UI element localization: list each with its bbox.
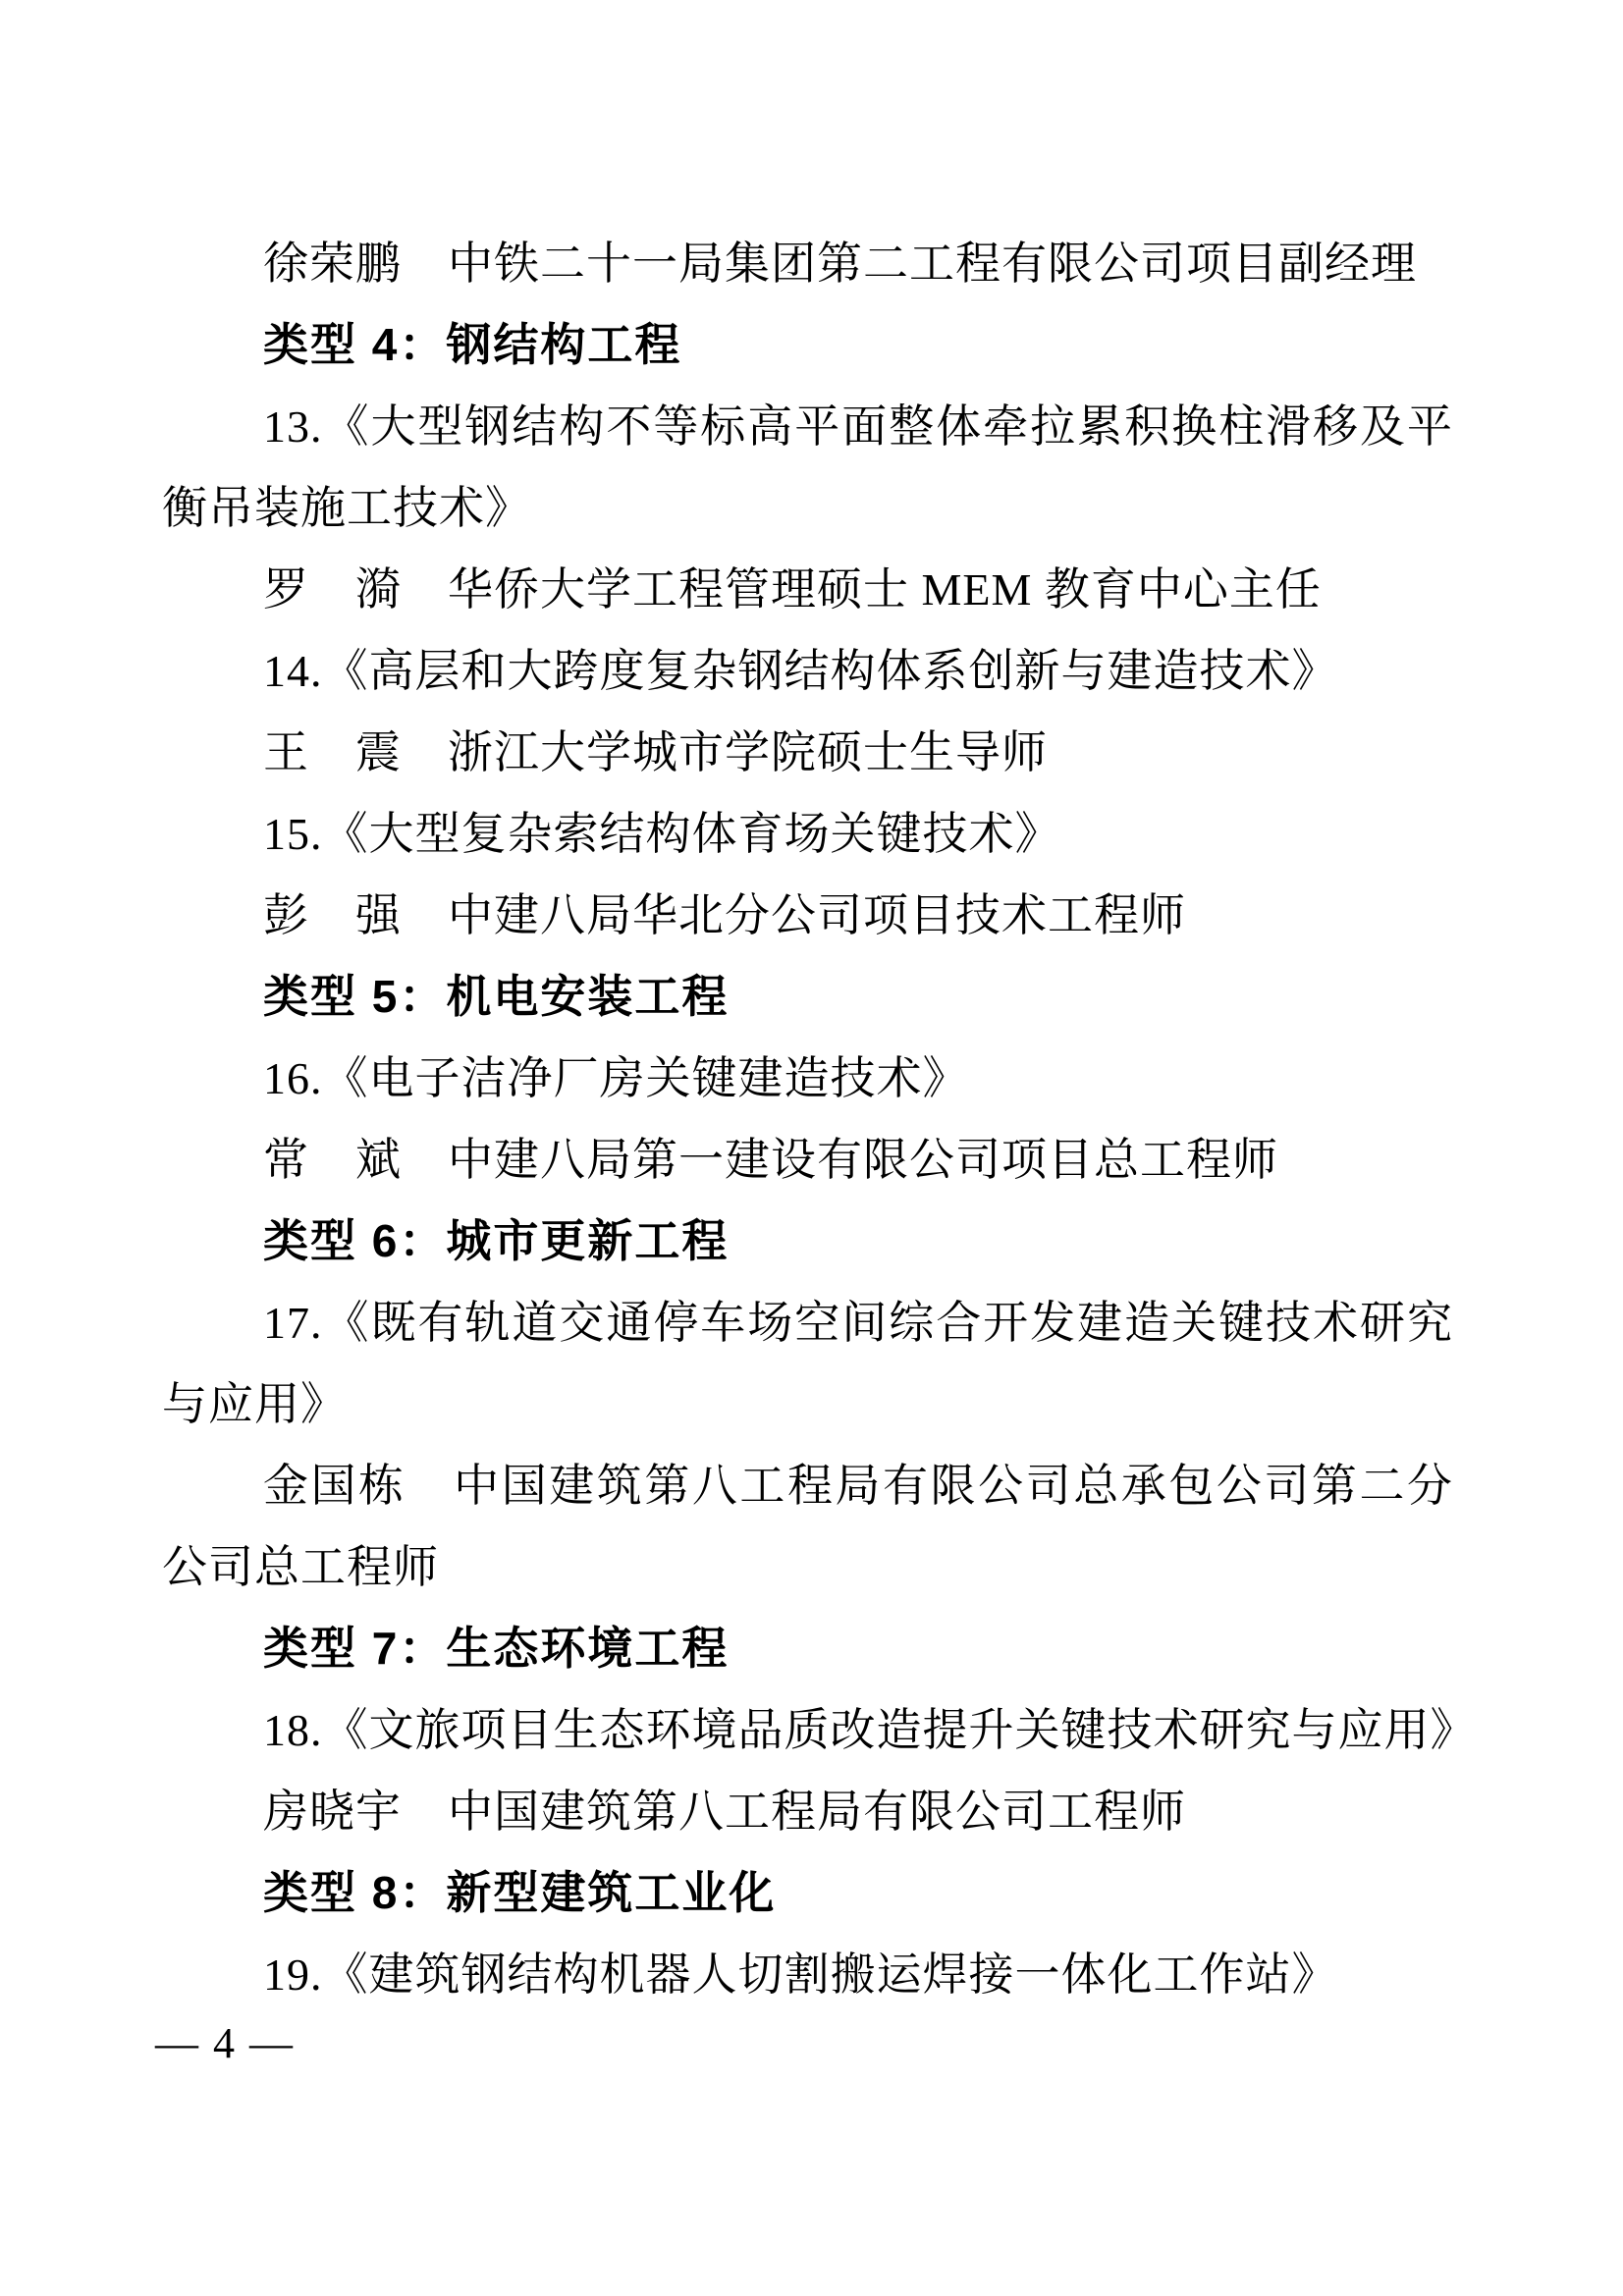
page-number: — 4 — (155, 2019, 295, 2067)
project-title-line: 16.《电子洁净厂房关键建造技术》 (263, 1053, 969, 1103)
project-title-continuation: 与应用》 (162, 1379, 347, 1429)
section-heading-type-6: 类型 6：城市更新工程 (263, 1215, 730, 1266)
project-title-line: 13.《大型钢结构不等标高平面整体牵拉累积换柱滑移及平 (263, 401, 1453, 452)
section-heading-type-4: 类型 4：钢结构工程 (263, 319, 682, 370)
project-title-line: 15.《大型复杂索结构体育场关键技术》 (263, 809, 1061, 859)
project-title-line: 14.《高层和大跨度复杂钢结构体系创新与建造技术》 (263, 646, 1338, 696)
project-title-continuation: 衡吊装施工技术》 (162, 483, 531, 533)
person-line: 彭 强 中建八局华北分公司项目技术工程师 (263, 890, 1186, 940)
project-title-line: 18.《文旅项目生态环境品质改造提升关键技术研究与应用》 (263, 1705, 1477, 1755)
person-line: 房晓宇 中国建筑第八工程局有限公司工程师 (263, 1787, 1186, 1837)
person-line: 罗 漪 华侨大学工程管理硕士 MEM 教育中心主任 (263, 564, 1322, 614)
section-heading-type-7: 类型 7：生态环境工程 (263, 1623, 730, 1674)
text-block (162, 223, 1477, 2015)
person-line: 金国栋 中国建筑第八工程局有限公司总承包公司第二分 (263, 1461, 1453, 1511)
person-line: 常 斌 中建八局第一建设有限公司项目总工程师 (263, 1135, 1278, 1185)
section-heading-type-5: 类型 5：机电安装工程 (263, 971, 730, 1022)
person-line: 徐荣鹏 中铁二十一局集团第二工程有限公司项目副经理 (263, 239, 1417, 289)
section-heading-type-8: 类型 8：新型建筑工业化 (263, 1867, 777, 1918)
project-title-line: 19.《建筑钢结构机器人切割搬运焊接一体化工作站》 (263, 1949, 1338, 2000)
person-line-continuation: 公司总工程师 (162, 1542, 439, 1592)
person-line: 王 震 浙江大学城市学院硕士生导师 (263, 727, 1048, 777)
project-title-line: 17.《既有轨道交通停车场空间综合开发建造关键技术研究 (263, 1298, 1453, 1348)
